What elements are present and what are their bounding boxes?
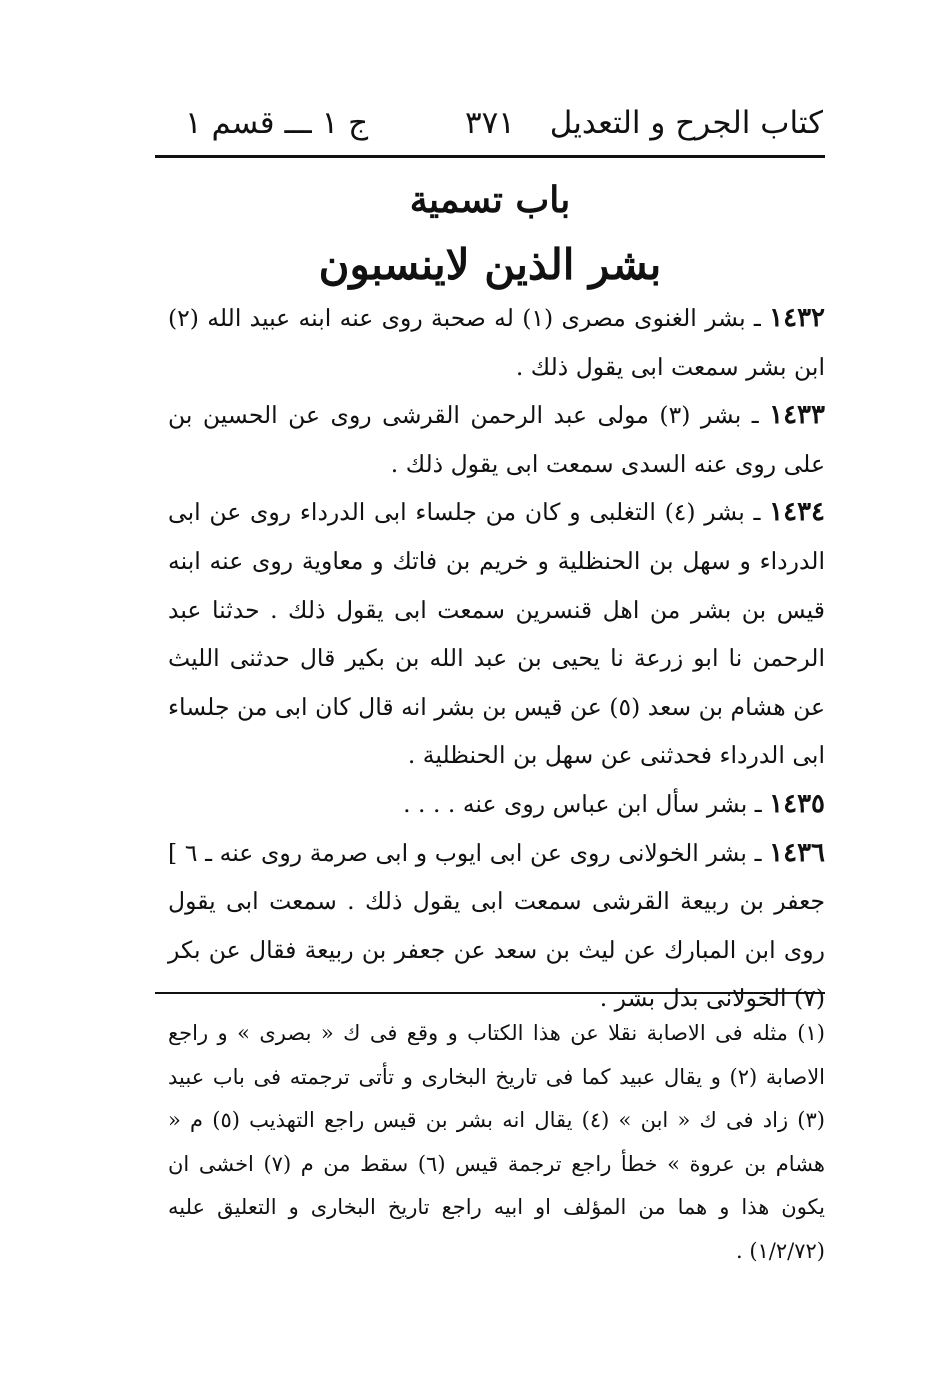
header-divider — [155, 155, 825, 158]
entries-body — [168, 294, 825, 1023]
entry-text: ـ بشر (٣) مولى عبد الرحمن القرشى روى عن الحسين بن على روى عنه السدى سمعت ابى يقول ذلك . — [168, 401, 825, 478]
entry-text: ـ بشر الغنوى مصرى (١) له صحبة روى عنه ابنه عبيد الله (٢) ابن بشر سمعت ابى يقول ذلك . — [168, 304, 825, 381]
footnote-divider — [155, 992, 825, 994]
entry-1435 — [168, 780, 825, 829]
chapter-title-line-2: بشر الذين لاينسبون — [318, 240, 662, 289]
footnotes — [168, 1012, 825, 1273]
entry-1434 — [168, 488, 825, 780]
volume-label: ج ١ ـــ قسم ١ — [185, 105, 369, 141]
entry-1432 — [168, 294, 825, 391]
entry-1433 — [168, 391, 825, 488]
page-number: ٣٧١ — [465, 105, 515, 141]
entry-number: ١٤٣٥ — [769, 788, 825, 819]
book-title: كتاب الجرح و التعديل — [549, 105, 823, 141]
entry-text: ـ بشر سأل ابن عباس روى عنه . . . . — [403, 789, 762, 818]
page-header — [155, 98, 823, 148]
entry-text: ـ بشر (٤) التغلبى و كان من جلساء ابى الدرداء روى عن ابى الدرداء و سهل بن الحنظلية و خريم بن فاتك و معاوية روى عنه ابنه قيس بن بشر من اهل قنسرين سمعت ابى يقول ذلك . حدثنا عبد الرحمن نا ابو زرعة نا يحيى بن عبد الله بن بكير قال حدثنى الليث عن هشام بن سعد (٥) عن قيس بن بشر انه قال كان ابى من جلساء ابى الدرداء فحدثنى عن سهل بن الحنظلية . — [168, 498, 825, 770]
entry-number: ١٤٣٣ — [769, 400, 825, 431]
entry-number: ١٤٣٢ — [769, 303, 826, 333]
entry-text: ـ بشر الخولانى روى عن ابى ايوب و ابى صرمة روى عنه ـ ٦ ] جعفر بن ربيعة القرشى سمعت ابى يقول ذلك . سمعت ابى يقول روى ابن المبارك عن ليث بن سعد عن جعفر بن ربيعة فقال عن بكر (٧) الخولانى بدل بشر . — [168, 838, 825, 1013]
entry-number: ١٤٣٦ — [769, 837, 825, 868]
entry-number: ١٤٣٤ — [769, 497, 825, 528]
footnote-text: (١) مثله فى الاصابة نقلا عن هذا الكتاب و وقع فى ك « بصرى » و راجع الاصابة (٢) و يقال عبيد كما فى تاريخ البخارى و تأتى ترجمته فى باب عبيد (٣) زاد فى ك « ابن » (٤) يقال انه بشر بن قيس راجع التهذيب (٥) م « هشام بن عروة » خطأ راجع ترجمة قيس (٦) سقط من م (٧) اخشى ان يكون هذا و هما من المؤلف او ابيه راجع تاريخ البخارى و التعليق عليه (١/٢/٧٢) . — [168, 1021, 826, 1263]
chapter-title-line-1: باب تسمية — [409, 179, 571, 221]
